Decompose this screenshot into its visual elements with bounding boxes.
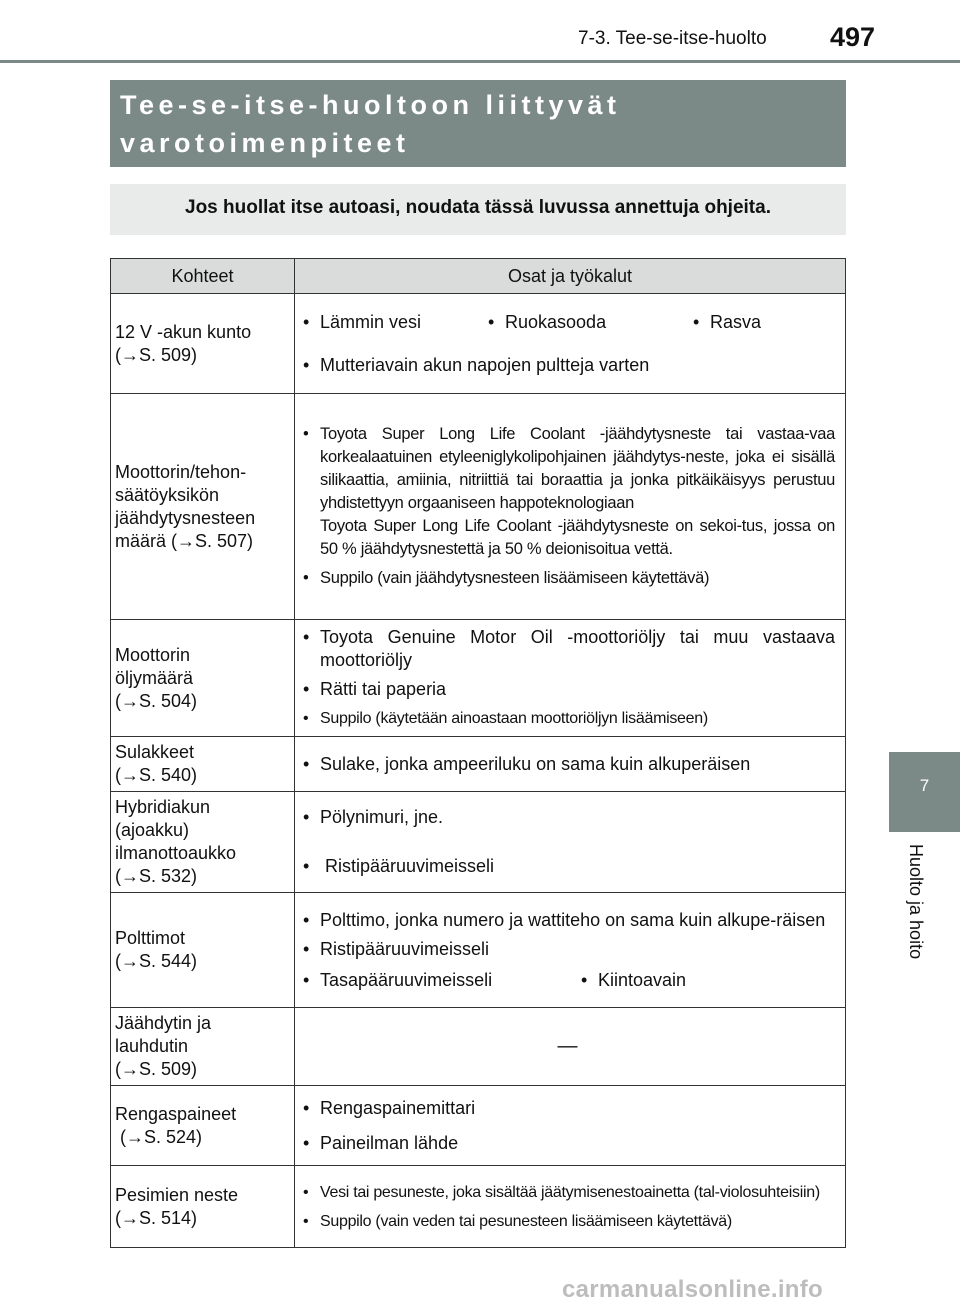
item-cell <box>111 294 295 394</box>
item-cell <box>111 1086 295 1166</box>
table-row <box>111 893 846 1008</box>
table-row <box>111 294 846 394</box>
tools-cell <box>295 394 846 620</box>
title-line-2: varotoimenpiteet <box>120 128 410 158</box>
column-header-tools: Osat ja työkalut <box>295 259 846 294</box>
intro-text: Jos huollat itse autoasi, noudata tässä luvussa annettuja ohjeita. <box>185 197 771 218</box>
list-item: • Mutteriavain akun napojen pultteja varten <box>300 354 835 377</box>
item-text: Polttimot (→S. 544) <box>115 928 198 971</box>
list-item: • Rätti tai paperia <box>300 678 835 701</box>
tools-table <box>110 258 846 1248</box>
table-row <box>111 737 846 792</box>
list-item: • Polttimo, jonka numero ja wattiteho on sama kuin alkupe-räisen <box>300 909 835 932</box>
list-item: • Rengaspainemittari <box>300 1097 835 1120</box>
list-item-text: Toyota Super Long Life Coolant -jäähdytysneste tai vastaa-vaa korkealaatuinen etyleeniglykolipohjainen jäähdytys-neste, joka ei sisällä silikaattia, amiinia, nitriittiä tai boraattia ja jonka pitkäikäisyys perustuu yhdistettyyn orgaaniseen happoteknologiaan <box>320 425 835 512</box>
item-text: Jäähdytin ja lauhdutin (→S. 509) <box>115 1013 212 1079</box>
item-cell <box>111 620 295 737</box>
chapter-tab <box>889 752 960 832</box>
list-item: • Paineilman lähde <box>300 1132 835 1155</box>
watermark: carmanualsonline.info <box>562 1276 824 1303</box>
item-text: Moottorin/tehon- säätöyksikön jäähdytysnesteen määrä (→S. 507) <box>115 461 256 551</box>
tools-cell <box>295 792 846 893</box>
chapter-title-box <box>110 80 846 167</box>
tools-cell <box>295 1008 846 1086</box>
list-item: • Ristipääruuvimeisseli <box>300 938 835 961</box>
list-item: • Lämmin vesi <box>300 311 485 334</box>
chapter-number: 7 <box>919 776 930 795</box>
list-item: • Suppilo (käytetään ainoastaan moottoriöljyn lisäämiseen) <box>300 707 835 730</box>
list-item-note: Toyota Super Long Life Coolant -jäähdytysneste on sekoi-tus, jossa on 50 % jäähdytysnestettä ja 50 % deionisoitua vettä. <box>320 517 835 558</box>
list-item: • Vesi tai pesuneste, joka sisältää jäätymisenestoainetta (tal-violosuhteisiin) <box>300 1181 835 1204</box>
table-header-row <box>111 259 846 294</box>
table-row <box>111 1166 846 1248</box>
table-row <box>111 394 846 620</box>
tools-cell <box>295 893 846 1008</box>
table-row <box>111 1086 846 1166</box>
item-text: Rengaspaineet (→S. 524) <box>115 1103 237 1147</box>
tools-cell <box>295 1086 846 1166</box>
list-item: • Ristipääruuvimeisseli <box>300 855 835 878</box>
column-header-items: Kohteet <box>111 259 295 294</box>
item-cell <box>111 1166 295 1248</box>
list-item: • Rasva <box>690 311 761 334</box>
list-item: • Suppilo (vain jäähdytysnesteen lisäämiseen käytettävä) <box>300 567 835 590</box>
item-text: Hybridiakun (ajoakku) ilmanottoaukko (→S. 532) <box>115 797 237 886</box>
intro-box <box>110 184 846 235</box>
item-cell <box>111 792 295 893</box>
list-item: • Toyota Genuine Motor Oil -moottoriöljy tai muu vastaava moottoriöljy <box>300 626 835 672</box>
tools-cell <box>295 294 846 394</box>
tools-cell <box>295 1166 846 1248</box>
list-item: • Kiintoavain <box>578 969 686 992</box>
list-item <box>300 423 835 561</box>
item-text: Moottorin öljymäärä (→S. 504) <box>115 644 198 711</box>
item-cell <box>111 1008 295 1086</box>
tools-inline-row <box>300 967 835 994</box>
item-cell <box>111 893 295 1008</box>
header-divider <box>0 60 960 63</box>
page-number: 497 <box>830 22 876 52</box>
chapter-label: Huolto ja hoito <box>906 844 926 960</box>
list-item: • Suppilo (vain veden tai pesunesteen lisäämiseen käytettävä) <box>300 1210 835 1233</box>
section-title: 7-3. Tee-se-itse-huolto <box>578 28 767 49</box>
tools-cell <box>295 737 846 792</box>
item-text: Sulakkeet (→S. 540) <box>115 742 198 785</box>
title-line-1: Tee-se-itse-huoltoon liittyvät <box>120 90 621 120</box>
item-text: Pesimien neste (→S. 514) <box>115 1184 239 1228</box>
tools-inline-row <box>300 309 835 336</box>
list-item: • Sulake, jonka ampeeriluku on sama kuin alkuperäisen <box>300 753 835 776</box>
table-row <box>111 1008 846 1086</box>
list-item: • Pölynimuri, jne. <box>300 806 835 829</box>
tools-cell <box>295 620 846 737</box>
item-text: 12 V -akun kunto (→S. 509) <box>115 321 252 365</box>
item-cell <box>111 737 295 792</box>
list-item: • Tasapääruuvimeisseli <box>300 969 578 992</box>
item-cell <box>111 394 295 620</box>
list-item: • Ruokasooda <box>485 311 690 334</box>
table-row <box>111 620 846 737</box>
empty-dash: — <box>557 1035 578 1057</box>
table-row <box>111 792 846 893</box>
